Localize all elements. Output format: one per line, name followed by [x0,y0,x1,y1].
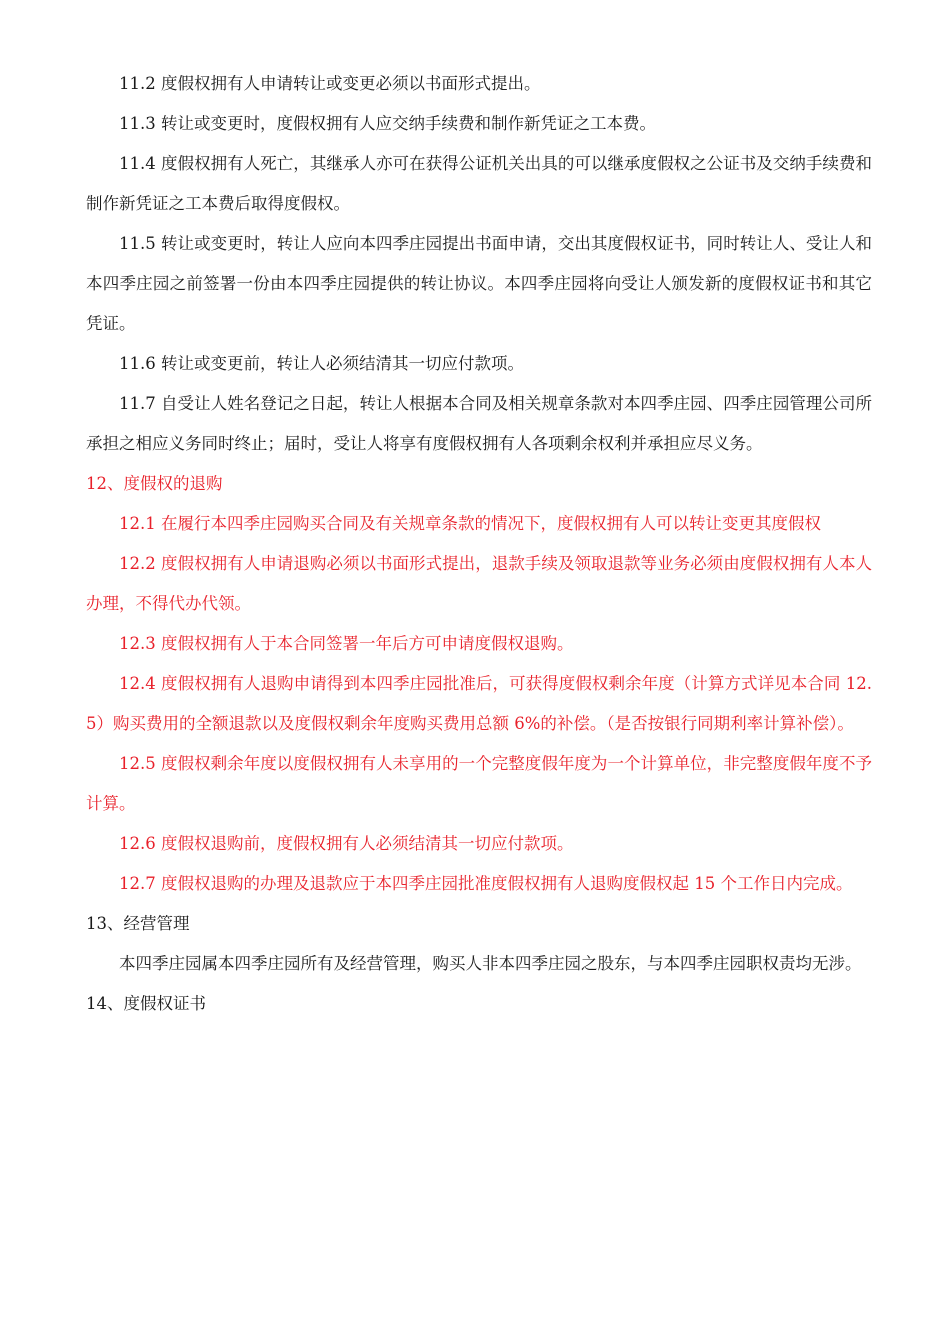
clause-12-5: 12.5 度假权剩余年度以度假权拥有人未享用的一个完整度假年度为一个计算单位，非完整度假年度不予计算。 [86,754,872,813]
clause-12-2: 12.2 度假权拥有人申请退购必须以书面形式提出，退款手续及领取退款等业务必须由度假权拥有人本人办理，不得代办代领。 [86,554,872,613]
clause-13-1: 本四季庄园属本四季庄园所有及经营管理，购买人非本四季庄园之股东，与本四季庄园职权责均无涉。 [119,954,862,973]
section-13-heading: 13、经营管理 [86,914,190,933]
clause-12-6: 12.6 度假权退购前，度假权拥有人必须结清其一切应付款项。 [119,834,574,853]
clause-12-4: 12.4 度假权拥有人退购申请得到本四季庄园批准后，可获得度假权剩余年度（计算方式详见本合同 12.5）购买费用的全额退款以及度假权剩余年度购买费用总额 6%的补偿。（是否按银行同期利率计算补偿）。 [86,674,872,733]
section-14-heading: 14、度假权证书 [86,994,206,1013]
clause-11-2: 11.2 度假权拥有人申请转让或变更必须以书面形式提出。 [119,74,541,93]
clause-11-7: 11.7 自受让人姓名登记之日起，转让人根据本合同及相关规章条款对本四季庄园、四季庄园管理公司所承担之相应义务同时终止；届时，受让人将享有度假权拥有人各项剩余权利并承担应尽义务。 [86,394,872,453]
clause-11-5: 11.5 转让或变更时，转让人应向本四季庄园提出书面申请，交出其度假权证书，同时转让人、受让人和本四季庄园之前签署一份由本四季庄园提供的转让协议。本四季庄园将向受让人颁发新的度假权证书和其它凭证。 [86,234,872,333]
clause-11-6: 11.6 转让或变更前，转让人必须结清其一切应付款项。 [119,354,524,373]
clause-12-3: 12.3 度假权拥有人于本合同签署一年后方可申请度假权退购。 [119,634,574,653]
clause-11-3: 11.3 转让或变更时，度假权拥有人应交纳手续费和制作新凭证之工本费。 [119,114,656,133]
section-12-heading: 12、度假权的退购 [86,474,223,493]
clause-12-1: 12.1 在履行本四季庄园购买合同及有关规章条款的情况下，度假权拥有人可以转让变更其度假权 [119,514,821,533]
document-body [86,64,872,1024]
clause-12-7: 12.7 度假权退购的办理及退款应于本四季庄园批准度假权拥有人退购度假权起 15 个工作日内完成。 [119,874,853,893]
clause-11-4: 11.4 度假权拥有人死亡，其继承人亦可在获得公证机关出具的可以继承度假权之公证书及交纳手续费和制作新凭证之工本费后取得度假权。 [86,154,872,213]
